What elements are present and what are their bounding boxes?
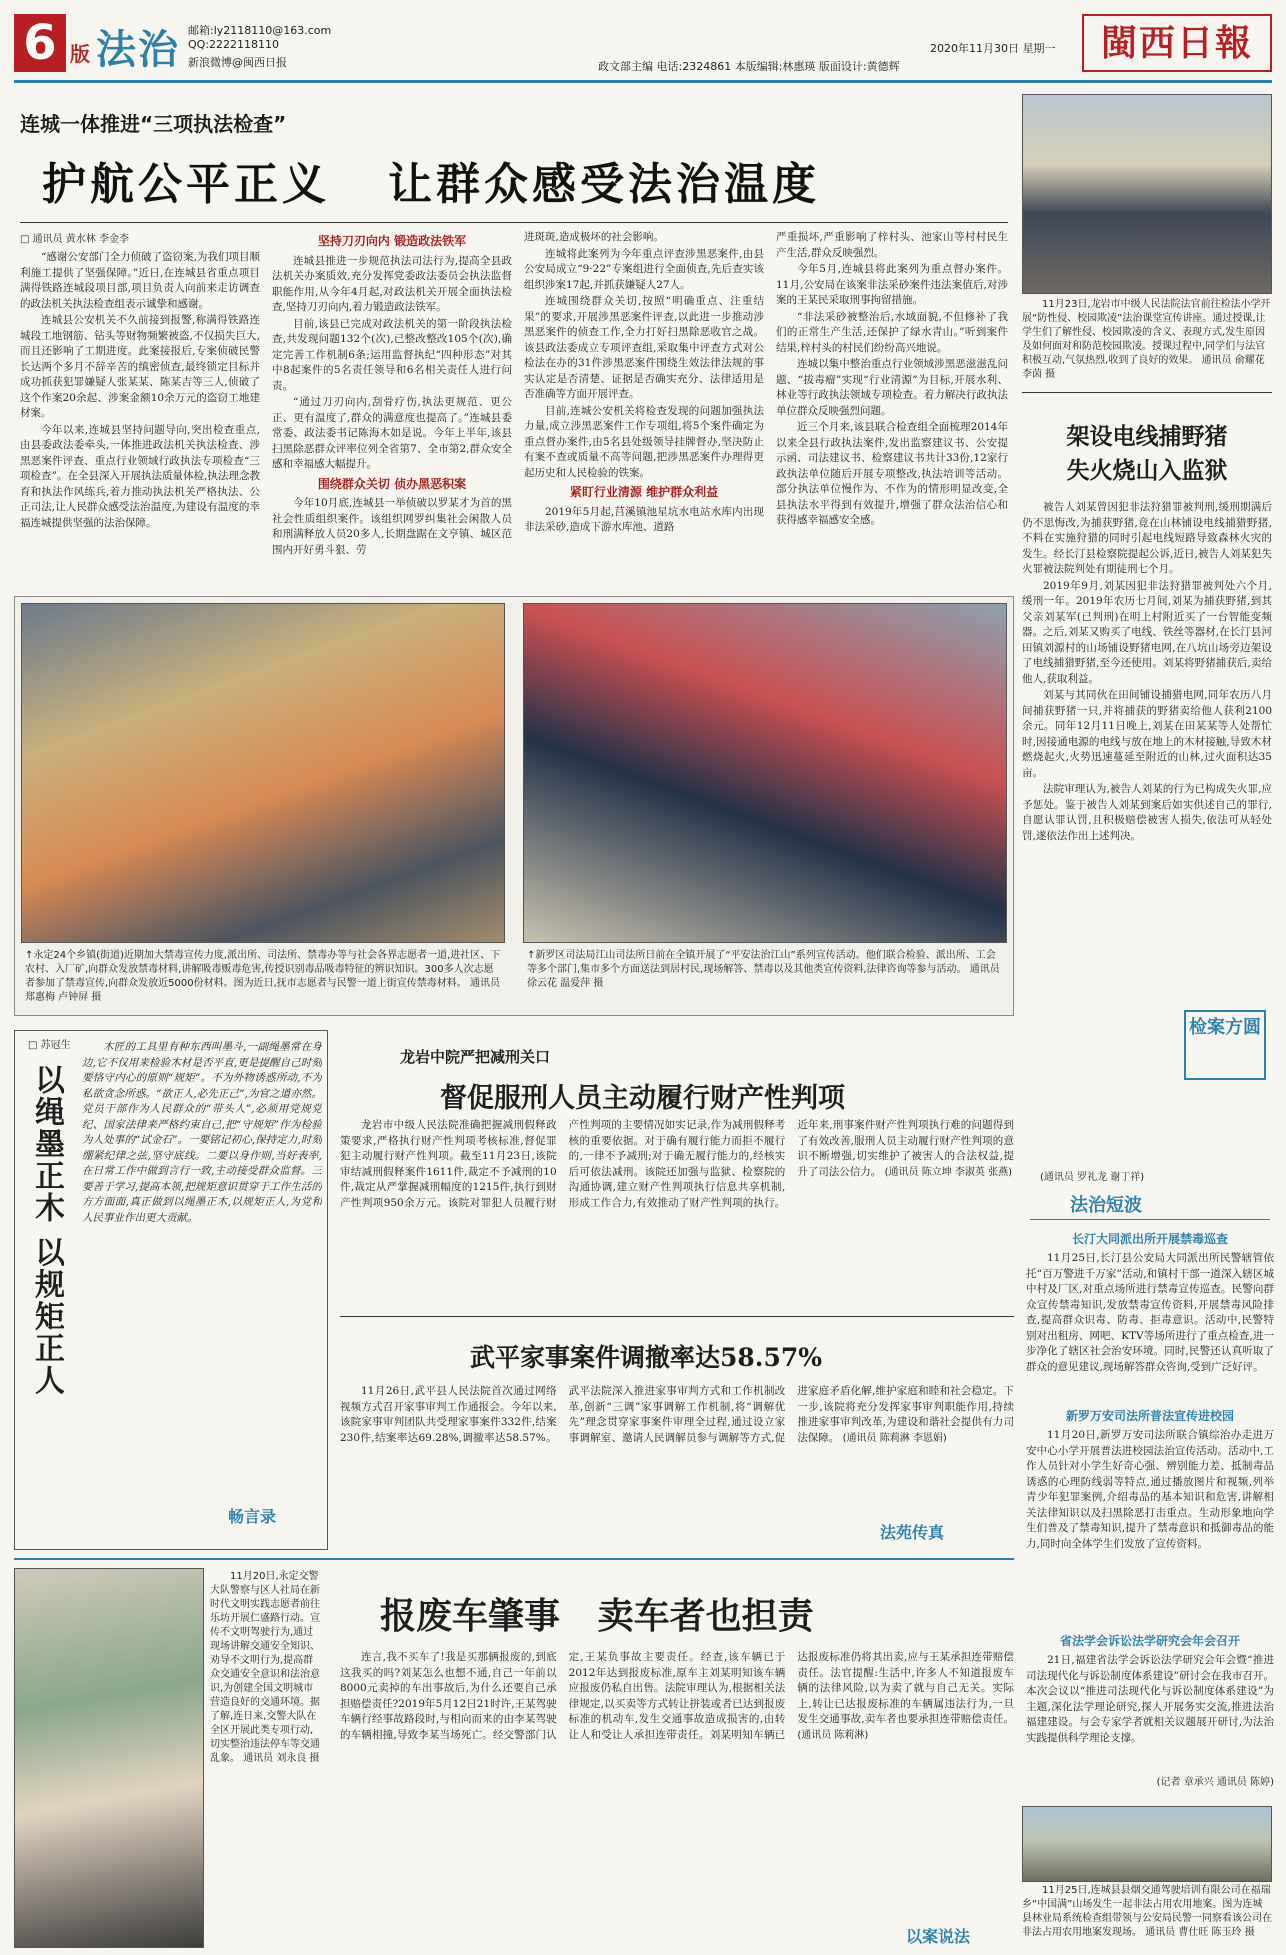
boar-headline-line1: 架设电线捕野猪	[1066, 424, 1228, 450]
lead-subhead: 围绕群众关切 侦办黑恶积案	[317, 476, 467, 491]
photo-law-campaign	[523, 603, 1007, 943]
court-byline: (通讯员 陈莉淋 李恩娟)	[842, 1432, 947, 1444]
lead-para: 目前,该县已完成对政法机关的第一阶段执法检查,共发现问题132个(次),已整改整改105个(次),确定完善工作机制6条;运用监督执纪“四种形态”对其中8起案件的5名责任领导和6名相关责任人进行问责。	[272, 317, 512, 392]
editor-line: 政文部主编 电话:2324861 本版编辑:林惠瑛 版面设计:黄德辉	[598, 60, 900, 73]
lead-col-3	[524, 230, 764, 580]
scrap-byline: (通讯员 陈莉淋)	[797, 1729, 869, 1741]
brief-title: 法治短波	[1030, 1192, 1270, 1220]
date-line: 2020年11月30日 星期一	[930, 42, 1056, 55]
lead-para: 连城县公安机关不久前接到报警,称满得铁路连城段工地钢筋、钻头等财物频繁被盗,不仅损失巨大,而且还影响了工期进度。此案接报后,专案侦破民警长达两个多月不辞辛苦的缜密侦查,最终锁定目标并成功抓获犯罪嫌疑人张某某、陈某吉等三人,侦破了这个作案20余起、涉案金额10余万元的盗窃工地建材案。	[20, 314, 260, 419]
photo-land-caption	[1022, 1884, 1272, 1950]
caption-text: 11月23日,龙岩市中级人民法院法官前往检法小学开展“防性侵、校园欺凌”法治课堂宣传讲座。通过授课,让学生们了解性侵、校园欺凌的含义、表现方式,发生原因及如何面对和防范校园欺凌。授课过程中,同学们与法官积极互动,气氛热烈,收到了良好的效果。	[1022, 299, 1271, 366]
court-tag: 法苑传真	[880, 1523, 945, 1542]
lead-subhead: 紧盯行业清源 维护群众利益	[569, 485, 719, 499]
photo-drug-campaign	[21, 603, 505, 943]
photo-law-caption	[527, 949, 1003, 1013]
brief-item-body: 21日,福建省法学会诉讼法学研究会年会暨“推进司法现代化与诉讼制度体系建设”研讨会在我市召开。本次会议以“推进司法现代化与诉讼制度体系建设”为主题,深化法学理论研究,探人开展务实交流,推进法治福建建设。与会专家学者就相关议题展开研讨,为法治实践提供科学理论支撑。	[1026, 1654, 1274, 1744]
photo-band	[14, 596, 1014, 1016]
scrap-text: 连言,我不买车了!我是买那辆报废的,到底这我买的吗?刘某怎么也想不通,自己一年前以8000元卖掉的车出事故后,为什么还要自己承担赔偿责任?2019年5月12日21时许,王某驾驶车辆行经事故路段时,与相向而来的由李某驾驶的车辆相撞,导致李某当场死亡。经交警部门认定,王某负事故主要责任。经查,该车辆已于2012年达到报废标准,原车主刘某明知该车辆应报废仍私自出售。法院审理认为,根据相关法律规定,以买卖等方式转让拼装或者已达到报废标准的机动车,发生交通事故造成损害的,由转让人和受让人承担连带责任。刘某明知车辆已达报废标准仍将其出卖,应与王某承担连带赔偿责任。法官提醒:生活中,许多人不知道报废车辆的法律风险,以为卖了就与自己无关。实际上,转让已达报废标准的车辆属违法行为,一旦发生交通事故,卖车者也要承担连带赔偿责任。	[340, 1651, 1014, 1741]
court-headline: 督促服刑人员主动履行财产性判项	[440, 1083, 845, 1114]
lead-para: 近三个月来,该县联合检查组全面梳理2014年以来全县行政执法案件,发出监察建议书、公安提示函、司法建议书、检察建议书共计33份,12家行政执法单位随后开展专项整改,执法培训等活动。部分执法单位慢作为、不作为的情形明显改变,全县执法水平得到有效提升,增强了群众法治信心和获得感幸福感安全感。	[776, 421, 1008, 526]
essay-title: 以绳墨正木 以规矩正人	[29, 1064, 64, 1397]
lead-byline: □ 通讯员 黄水林 李金李	[20, 234, 129, 245]
boar-para: 2019年9月,刘某因犯非法狩猎罪被判处六个月,缓刑一年。2019年农历七月间,刘某为捕获野猪,到其父亲刘某军(已判刑)在明上村附近买了一台智能变频器。之后,刘某又购买了电线、铁丝等器材,在长汀县河田镇刘源村的山场铺设野猪电网,在八坑山场旁边架设了电线捕猎野猪,至今还使用。刘某将野猪捕获后,卖给他人,获取利益。	[1022, 579, 1272, 685]
lead-para: 今年5月,连城县将此案列为重点督办案件。11月,公安局在该案非法采砂案件违法案值后,对涉案的王某民采取刑事拘留措施。	[776, 263, 1008, 306]
page-suffix: 版	[70, 42, 90, 66]
brief-item-head: 省法学会诉讼法学研究会年会召开	[1059, 1634, 1240, 1648]
caption-text: 11月25日,连城县县烟交通驾驶培训有限公司在福瑞乡“中国满”山场发生一起非法占用农用地案。图为连城县林业局系统检查组带领与公安局民警一同察看该公司在非法占用农用地案发现场。	[1022, 1885, 1272, 1938]
brief-item-head: 长汀大同派出所开展禁毒巡查	[1071, 1232, 1228, 1246]
photo-drug-caption	[25, 949, 501, 1013]
contact-email: 邮箱:ly2118110@163.com	[188, 24, 332, 37]
masthead	[0, 0, 1286, 88]
photo-lecture	[1022, 94, 1272, 294]
boar-headline	[1022, 420, 1272, 488]
lead-para: 连城以集中整治重点行业领域涉黑恶滋滋乱问题、“拔毒瘤”实现“行业清源”为目标,开展水利、林业等行政执法领域专项检查。着力解决行政执法单位群众反映强烈问题。	[776, 358, 1008, 417]
lead-para: “非法采砂被整治后,水域面貌,不但修补了我们的正常生产生活,还保护了绿水青山。”听到案件结果,梓村头的村民们纷纷高兴地说。	[776, 310, 1008, 354]
boar-byline: (通讯员 罗礼龙 谢丁祥)	[1040, 1172, 1145, 1183]
lead-headline: 护航公平正义 让群众感受法治温度	[42, 159, 820, 210]
brief-item-body: 11月20日,新罗万安司法所联合镇综治办走进万安中心小学开展普法进校园法治宣传活动。活动中,工作人员针对小学生好奇心强、辨别能力差、抵制毒品诱惑的心理防线弱等特点,通过播放图片和视频,列举青少年犯罪案例,介绍毒品的基本知识和危害,讲解相关法律知识以及扫黑除恶打击重点。生动形象地向学生们普及了禁毒知识,提升了禁毒意识和抵御毒品的能力,同时向全体学生们发放了宣传资料。	[1026, 1429, 1274, 1550]
lead-kicker: 连城一体推进“三项执法检查”	[20, 112, 287, 136]
court-rule	[340, 1316, 1014, 1317]
lead-para: 连城围绕群众关切,按照“明确重点、注重结果”的要求,开展涉黑恶案件评查,以此进一步推动涉黑恶案件的侦查工作,全力打好扫黑除恶收官之战。该县政法委成立专项评查组,采取集中评查方式对公检法在办的31件涉黑恶案件围绕生效法律法规的事实认定是否清楚、证据是否确实充分、法律适用是否准确等方面开展评查。	[524, 295, 764, 400]
boar-headline-line2: 失火烧山入监狱	[1066, 458, 1228, 484]
boar-para: 法院审理认为,被告人刘某的行为已构成失火罪,应予惩处。鉴于被告人刘某到案后如实供述自己的罪行,自愿认罪认罚,且积极赔偿被害人损失,依法可从轻处罚,遂依法作出上述判决。	[1022, 783, 1272, 842]
boar-seal: 检案方圆	[1184, 1010, 1266, 1080]
photo-lecture-caption	[1022, 298, 1272, 388]
photo-traffic	[14, 1568, 204, 1948]
caption-credit: 通讯员 刘永良 摄	[243, 1753, 320, 1764]
court-text: 11月26日,武平县人民法院首次通过网络视频方式召开家事审判工作通报会。今年以来,该院家事审判团队共受理家事案件332件,结案230件,结案率达69.28%,调撤率达58.57%。武平法院深入推进家事审判方式和工作机制改革,创新“三调”家事调解工作机制,将“调解优先”理念贯穿家事案件审理全过程,通过设立家事调解室、邀请人民调解员参与调解等方式,促进家庭矛盾化解,维护家庭和睦和社会稳定。下一步,该院将充分发挥家事审判职能作用,持续推进家事审判改革,为建设和谐社会提供有力司法保障。	[340, 1385, 1014, 1444]
caption-text: ↑新罗区司法局江山司法所日前在全镇开展了“平安法治江山”系列宣传活动。他们联合检验、派出所、工会等多个部门,集市多个方面送法到居村民,现场解答、禁毒以及其他类宣传资料,法律咨询等参与活动。	[527, 950, 996, 975]
boar-para: 刘某与其同伙在田间铺设捕猎电网,同年农历八月间捕获野猪一只,并将捕获的野猪卖给他人获利2100余元。同年12月11日晚上,刘某在田某某等人处帮忙时,因接通电源的电线与放在地上的木材接触,导致木材燃烧起火,火势迅速蔓延至附近的山林,过火面积达35亩。	[1022, 689, 1272, 779]
caption-text: ↑永定24个乡镇(街道)近期加大禁毒宣传力度,派出所、司法所、禁毒办等与社会各界志愿者一道,进社区、下农村、入厂矿,向群众发放禁毒材料,讲解吸毒贩毒危害,传授识别毒品吸毒特征的辨识知识。300多人次志愿者参加了禁毒宣传,向群众发放近5000份材料。图为近日,抚市志愿者与民警一道上街宣传禁毒材料。	[25, 950, 501, 989]
lead-para: “通过刀刃向内,刮骨疗伤,执法更规范、更公正、更有温度了,群众的满意度也提高了。”连城县委常委、政法委书记陈海木如是说。今年上半年,该县扫黑除恶群众评率位列全省第7、全市第2,群众安全感和幸福感大幅提升。	[272, 396, 512, 470]
brief-item-body: 11月25日,长汀县公安局大同派出所民警辖管依托“百万警进千万家”活动,和镇村干部一道深入辖区城中村及厂区,对重点场所进行禁毒宣传巡查。民警向群众宣传禁毒知识,发放禁毒宣传资料,开展禁毒风险排查,提高群众识毒、防毒、拒毒意识。活动中,民警特别对出租房、网吧、KTV等场所进行了重点检查,进一步净化了辖区社会治安环境。同时,民警还认真听取了群众的意见建议,现场解答群众咨询,受到广泛好评。	[1026, 1252, 1274, 1373]
essay-byline: □ 苏冠生	[28, 1040, 71, 1051]
lead-para: 连城县推进一步规范执法司法行为,提高全县政法机关办案质效,充分发挥党委政法委员会执法监督职能作用,从今年4月起,对政法机关开展全面执法检查,坚持刀刃向内,着力锻造政法铁军。	[272, 254, 512, 313]
brief-item-head: 新罗万安司法所普法宣传进校园	[1065, 1409, 1234, 1423]
lead-para: 2019年5月起,莒溪镇池星坑水电站水库内出现非法采砂,造成下游水库池、道路	[524, 505, 764, 533]
caption-credit: 通讯员 郑惠梅 卢钟屏 摄	[25, 978, 500, 1003]
essay-tag: 畅言录	[228, 1507, 277, 1526]
court-headline-2: 武平家事案件调撤率达58.57%	[470, 1343, 823, 1372]
section-title: 法治	[96, 27, 180, 73]
photo-land-case	[1022, 1806, 1272, 1882]
boar-para: 被告人刘某曾因犯非法狩猎罪被判刑,缓刑期满后仍不思悔改,为捕获野猪,竟在山林铺设电线捕猎野猪,不料在实施狩猎的同时引起电线短路导致森林火灾的发生。经长汀县检察院提起公诉,近日,被告人刘某犯失火罪被法院判处有期徒刑七个月。	[1022, 501, 1272, 575]
brief-list	[1026, 1226, 1274, 1796]
lead-col-4	[776, 230, 1008, 580]
lead-para: 今年10月底,连城县一举侦破以罗某才为首的黑社会性质组织案件。该组织网罗纠集社会闲散人员和刑满释放人员20多人,长期盘踞在文亨镇、城区范围内开好勇斗狠、劳	[272, 497, 512, 556]
photo-traffic-caption	[210, 1570, 320, 1946]
court-body	[340, 1118, 1014, 1304]
contact-weibo: 新浪微博@闽西日报	[188, 56, 287, 69]
court-kicker: 龙岩中院严把减刑关口	[400, 1048, 551, 1066]
page-number-badge: 6	[14, 14, 66, 72]
lead-para: 严重损坏,严重影响了梓村头、池家山等村村民生产生活,群众反映强烈。	[776, 231, 1008, 259]
scrap-tag: 以案说法	[906, 1927, 971, 1946]
lead-rule	[20, 222, 1008, 223]
scrap-headline: 报废车肇事 卖车者也担责	[380, 1595, 814, 1637]
court-text: 龙岩市中级人民法院准确把握减刑假释政策要求,严格执行财产性判项考核标准,督促罪犯主动履行财产性判项。截至11月23日,该院审结减刑假释案件1611件,裁定不予减刑的10件,裁定从严掌握减刑幅度的1215件,执行到财产性判项950余万元。该院对罪犯人员履行财产性判项的主要情况如实记录,作为减刑假释考核的重要依据。对于确有履行能力而拒不履行的,一律不予减刑;对于确无履行能力的,经核实后可依法减刑。该院还加强与监狱、检察院的沟通协调,建立财产性判项执行信息共享机制,形成工作合力,有效推动了财产性判项的执行。近年来,刑事案件财产性判项执行难的问题得到了有效改善,服刑人员主动履行财产性判项的意识不断增强,切实维护了被害人的合法权益,提升了司法公信力。	[340, 1119, 1014, 1209]
paper-logo: 閩西日報	[1082, 14, 1272, 72]
caption-text: 11月20日,永定交警大队警察与区人社局在新时代文明实践志愿者前往乐坊开展仁盛路行动。宣传不文明驾驶行为,通过现场讲解交通安全知识、劝导不文明行为,提高群众交通安全意识和法治意识,为创建全国文明城市营造良好的交通环境。据了解,连日来,交警大队在全区开展此类专项行动,切实整治违法停车等交通乱象。	[210, 1571, 320, 1764]
lead-col-1	[20, 250, 260, 580]
lead-para: “感谢公安部门全力侦破了盗窃案,为我们项目顺利施工提供了坚强保障。”近日,在连城县省重点项目满得铁路连城段项目部,项目负责人向前来走访调查的政法机关执法检查组表示诚挚和感谢。	[20, 251, 260, 310]
scrap-body	[340, 1650, 1014, 1920]
brief-item-credit: (记者 章承兴 通讯员 陈婷)	[1156, 1777, 1274, 1788]
lead-subhead: 坚持刀刃向内 锻造政法铁军	[317, 234, 467, 248]
right-rule	[1022, 392, 1272, 393]
lower-rule	[14, 1558, 1014, 1560]
lead-para: 目前,连城公安机关将检查发现的问题加强执法力量,成立涉黑恶案件工作专项组,将5个案件确定为重点督办案件,由5名县处级领导挂牌督办,坚决防止有案不查或质量不高等问题,把涉黑恶案件办理得更起历史和人民检验的铁案。	[524, 404, 764, 479]
lead-para: 连城将此案列为今年重点评查涉黑恶案件,由县公安局成立“9·22”专案组进行全面侦查,先后查实该组织涉案17起,并抓获嫌疑人27人。	[524, 247, 764, 291]
caption-credit: 通讯员 徐云花 温爱萍 摄	[527, 964, 1000, 989]
caption-credit: 通讯员 俞耀花 李茵 摄	[1022, 355, 1265, 380]
lead-para: 进斑斑,造成极坏的社会影响。	[524, 231, 664, 243]
contact-qq: QQ:2222118110	[188, 38, 280, 51]
masthead-rule	[14, 80, 1272, 83]
lead-para: 今年以来,连城县坚持问题导向,突出检查重点,由县委政法委牵头,一体推进政法机关执法检查、涉黑恶案件评查、重点行业领域行政执法专项检查“三项检查”。在全县深入开展执法质量体检,执法理念教育和执法作风练兵,着力推动执法机关严格执法、公正司法,让人民群众感受法治温度,为建设有温度的幸福连城提供坚强的法治保障。	[20, 423, 260, 529]
caption-credit: 通讯员 曹仕旺 陈玉玲 摄	[1145, 1927, 1255, 1938]
lead-col-2	[272, 230, 512, 580]
essay-body: 木匠的工具里有种东西叫墨斗,一副绳墨常在身边,它不仅用来检验木材是否平直,更是提醒自己时刻要恪守内心的原则“规矩”。不为外物诱惑所动,不为私欲贪念所惑。“欲正人,必先正己”,为官之道亦然。党员干部作为人民群众的“带头人”,必须用党规党纪、国家法律来严格约束自己,把“守规矩”作为检验为人处事的“试金石”。一要铭记初心,保持定力,时刻绷紧纪律之弦,坚守底线。二要以身作则,当好表率,在日常工作中做到言行一致,主动接受群众监督。三要善于学习,提高本领,把规矩意识贯穿于工作生活的方方面面,真正做到以绳墨正木,以规矩正人,为党和人民事业作出更大贡献。	[82, 1041, 322, 1224]
court-byline: (通讯员 陈立坤 李淑英 张燕)	[884, 1166, 1012, 1178]
